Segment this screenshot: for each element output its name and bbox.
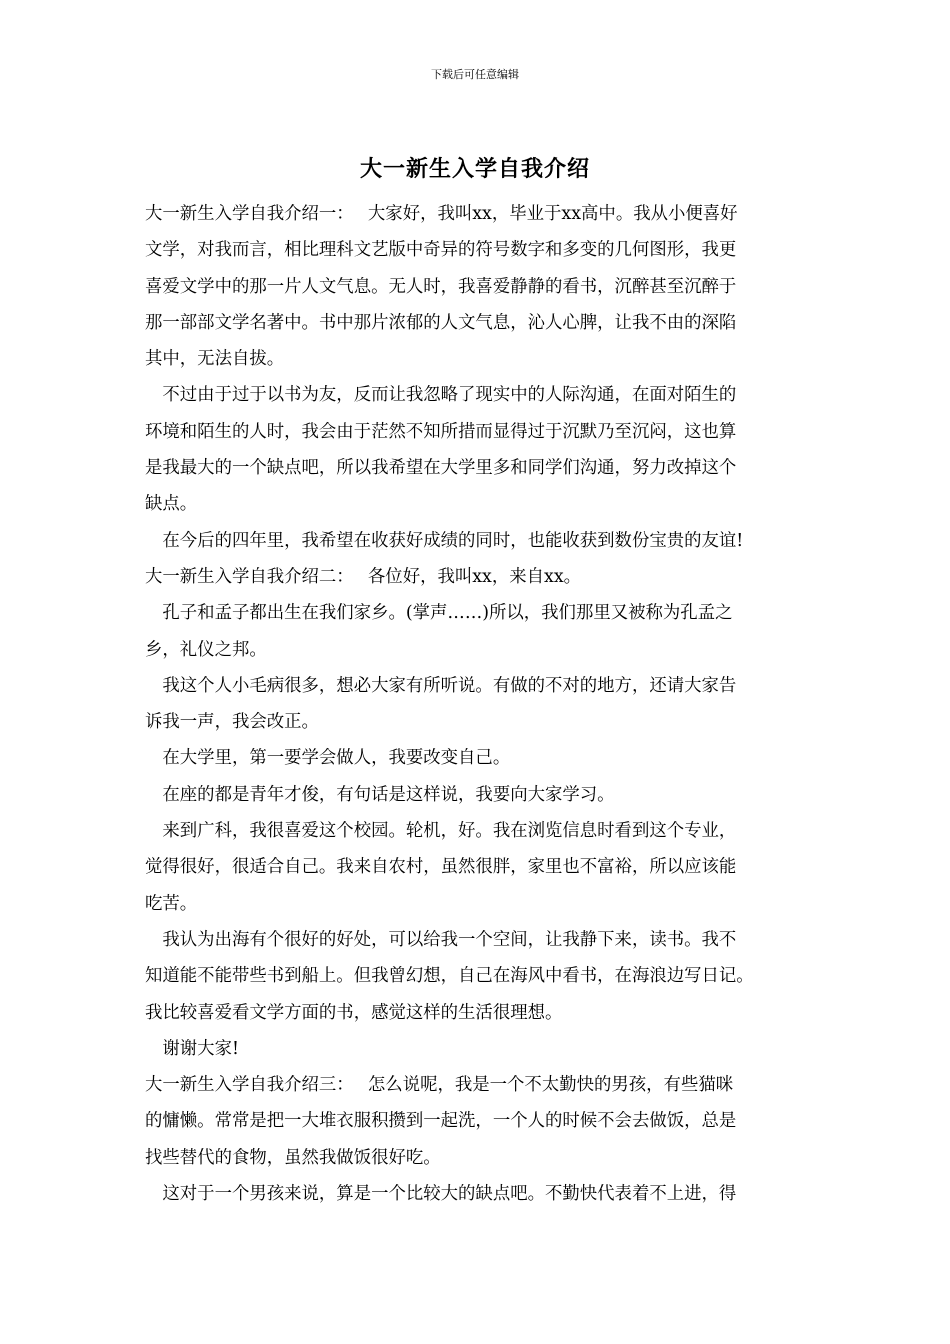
body-line: 我认为出海有个很好的好处，可以给我一个空间，让我静下来，读书。我不 <box>145 929 737 950</box>
body-line: 缺点。 <box>145 494 198 515</box>
body-line: 我比较喜爱看文学方面的书，感觉这样的生活很理想。 <box>145 1002 563 1023</box>
document-title: 大一新生入学自我介绍 <box>359 157 590 182</box>
body-line: 文学，对我而言，相比理科文艺版中奇异的符号数字和多变的几何图形，我更 <box>145 240 737 261</box>
body-line: 在今后的四年里，我希望在收获好成绩的同时，也能收获到数份宝贵的友谊! <box>145 530 744 551</box>
body-line: 找些替代的食物，虽然我做饭很好吃。 <box>145 1147 441 1168</box>
body-line: 知道能不能带些书到船上。但我曾幻想，自己在海风中看书，在海浪边写日记。 <box>145 966 754 987</box>
body-line: 在大学里，第一要学会做人，我要改变自己。 <box>145 748 511 769</box>
body-line: 大一新生入学自我介绍二： 各位好，我叫xx，来自xx。 <box>145 566 582 587</box>
document-body <box>145 196 810 1212</box>
body-line: 我这个人小毛病很多，想必大家有所听说。有做的不对的地方，还请大家告 <box>145 675 737 696</box>
body-line: 大一新生入学自我介绍三： 怎么说呢，我是一个不太勤快的男孩，有些猫咪 <box>145 1075 734 1096</box>
body-line: 吃苦。 <box>145 893 198 914</box>
body-line: 在座的都是青年才俊，有句话是这样说，我要向大家学习。 <box>145 784 615 805</box>
body-line: 谢谢大家! <box>145 1038 239 1059</box>
page-header-note: 下载后可任意编辑 <box>431 68 519 81</box>
body-line: 的慵懒。常常是把一大堆衣服积攒到一起洗，一个人的时候不会去做饭，总是 <box>145 1111 737 1132</box>
body-line: 不过由于过于以书为友，反而让我忽略了现实中的人际沟通，在面对陌生的 <box>145 385 737 406</box>
body-line: 这对于一个男孩来说，算是一个比较大的缺点吧。不勤快代表着不上进，得 <box>145 1184 737 1205</box>
body-line: 大一新生入学自我介绍一： 大家好，我叫xx，毕业于xx高中。我从小便喜好 <box>145 204 738 224</box>
body-line: 环境和陌生的人时，我会由于茫然不知所措而显得过于沉默乃至沉闷，这也算 <box>145 421 737 442</box>
body-line: 诉我一声，我会改正。 <box>145 712 319 733</box>
body-line: 来到广科，我很喜爱这个校园。轮机，好。我在浏览信息时看到这个专业， <box>145 821 737 842</box>
body-line: 喜爱文学中的那一片人文气息。无人时，我喜爱静静的看书，沉醉甚至沉醉于 <box>145 276 737 297</box>
body-line: 其中，无法自拔。 <box>145 349 285 370</box>
body-line: 那一部部文学名著中。书中那片浓郁的人文气息，沁人心脾，让我不由的深陷 <box>145 312 737 333</box>
body-line: 觉得很好，很适合自己。我来自农村，虽然很胖，家里也不富裕，所以应该能 <box>145 857 737 878</box>
body-line: 是我最大的一个缺点吧，所以我希望在大学里多和同学们沟通，努力改掉这个 <box>145 458 737 479</box>
body-line: 乡，礼仪之邦。 <box>145 639 267 660</box>
body-line: 孔子和孟子都出生在我们家乡。(掌声……)所以，我们那里又被称为孔孟之 <box>145 603 733 624</box>
